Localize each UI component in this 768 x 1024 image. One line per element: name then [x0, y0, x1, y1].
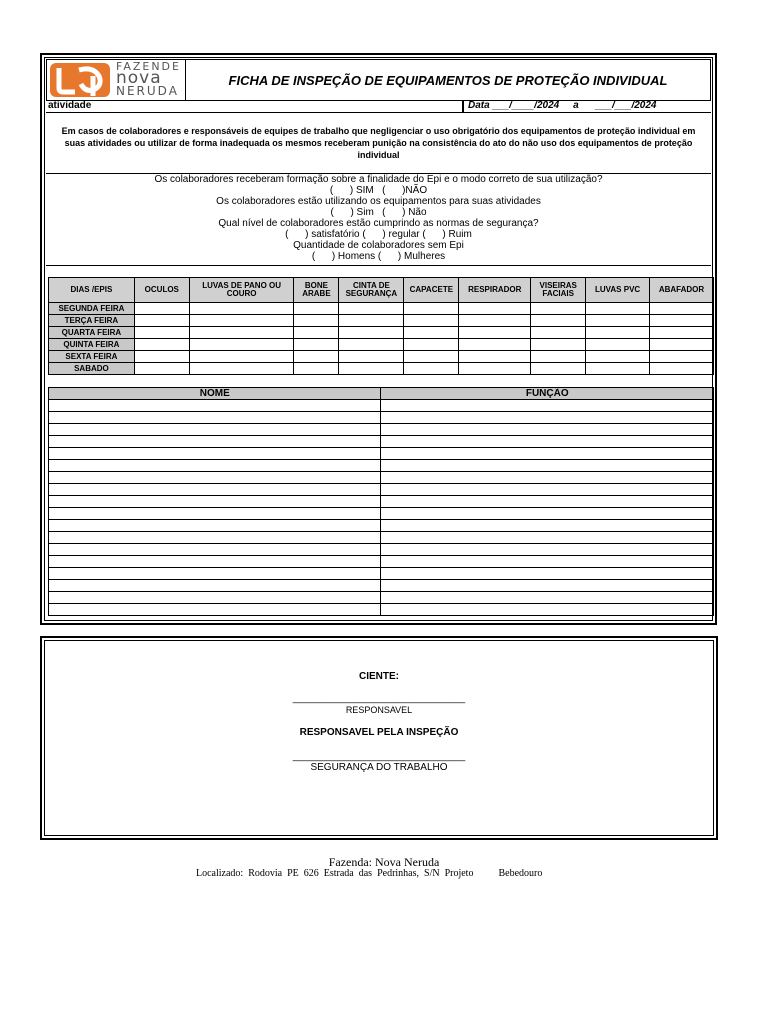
- epi-cell[interactable]: [531, 339, 586, 351]
- name-cell[interactable]: [49, 460, 381, 472]
- name-cell[interactable]: [49, 604, 381, 616]
- question-training: Os colaboradores receberam formação sobre a finalidade do Epi e o modo correto de sua utilização?: [154, 174, 603, 185]
- name-cell[interactable]: [49, 496, 381, 508]
- company-logo: [47, 60, 186, 100]
- activity-field[interactable]: atividade: [48, 100, 92, 111]
- function-cell[interactable]: [381, 424, 714, 436]
- answer-without-epi[interactable]: ( ) Homens ( ) Mulheres: [311, 251, 446, 262]
- name-cell[interactable]: [49, 568, 381, 580]
- function-cell[interactable]: [381, 436, 714, 448]
- col-header-funcao: FUNÇÃO: [381, 388, 714, 400]
- epi-cell[interactable]: [531, 363, 586, 375]
- name-cell[interactable]: [49, 508, 381, 520]
- date-range-field[interactable]: Data ___/____/2024 a ___/___/2024: [462, 101, 711, 112]
- table-row: [49, 532, 714, 544]
- epi-cell[interactable]: [134, 363, 189, 375]
- function-cell[interactable]: [381, 508, 714, 520]
- col-header: CINTA DE SEGURANÇA: [339, 278, 404, 303]
- seguranca-label: SEGURANÇA DO TRABALHO: [310, 762, 448, 773]
- epi-cell[interactable]: [339, 363, 404, 375]
- epi-cell[interactable]: [650, 303, 714, 315]
- day-label: TERÇA FEIRA: [49, 315, 135, 327]
- table-row: [49, 580, 714, 592]
- epi-cell[interactable]: [339, 315, 404, 327]
- epi-cell[interactable]: [404, 363, 459, 375]
- logo-mark-icon: [49, 62, 111, 98]
- epi-cell[interactable]: [134, 327, 189, 339]
- day-label: QUARTA FEIRA: [49, 327, 135, 339]
- name-cell[interactable]: [49, 412, 381, 424]
- name-cell[interactable]: [49, 484, 381, 496]
- epi-cell[interactable]: [650, 339, 714, 351]
- activity-row: [46, 101, 711, 113]
- table-row: [49, 508, 714, 520]
- name-cell[interactable]: [49, 544, 381, 556]
- function-cell[interactable]: [381, 496, 714, 508]
- table-row: [49, 424, 714, 436]
- epi-cell[interactable]: [189, 339, 294, 351]
- epi-cell[interactable]: [134, 339, 189, 351]
- table-row: [49, 568, 714, 580]
- form-title: FICHA DE INSPEÇÃO DE EQUIPAMENTOS DE PROTEÇÃO INDIVIDUAL: [228, 72, 668, 88]
- epi-cell[interactable]: [586, 339, 650, 351]
- function-cell[interactable]: [381, 580, 714, 592]
- name-cell[interactable]: [49, 592, 381, 604]
- function-cell[interactable]: [381, 568, 714, 580]
- epi-cell[interactable]: [404, 339, 459, 351]
- epi-row: [49, 351, 714, 363]
- table-row: [49, 436, 714, 448]
- day-label: SEXTA FEIRA: [49, 351, 135, 363]
- epi-cell[interactable]: [404, 351, 459, 363]
- col-header: CAPACETE: [404, 278, 459, 303]
- inspection-form: [40, 53, 717, 625]
- epi-cell[interactable]: [404, 327, 459, 339]
- epi-cell[interactable]: [459, 363, 531, 375]
- name-cell[interactable]: [49, 580, 381, 592]
- epi-cell[interactable]: [531, 303, 586, 315]
- table-row: [49, 400, 714, 412]
- table-row: [49, 484, 714, 496]
- epi-cell[interactable]: [294, 351, 339, 363]
- function-cell[interactable]: [381, 604, 714, 616]
- col-header: OCULOS: [134, 278, 189, 303]
- name-cell[interactable]: [49, 400, 381, 412]
- epi-cell[interactable]: [339, 339, 404, 351]
- epi-cell[interactable]: [650, 363, 714, 375]
- table-row: [49, 544, 714, 556]
- epi-cell[interactable]: [531, 327, 586, 339]
- epi-cell[interactable]: [339, 327, 404, 339]
- epi-cell[interactable]: [459, 303, 531, 315]
- epi-cell[interactable]: [459, 327, 531, 339]
- col-header: DIAS /EPIS: [49, 278, 135, 303]
- epi-cell[interactable]: [189, 363, 294, 375]
- epi-cell[interactable]: [189, 351, 294, 363]
- function-cell[interactable]: [381, 556, 714, 568]
- name-cell[interactable]: [49, 520, 381, 532]
- answer-training[interactable]: ( ) SIM ( )NÃO: [329, 185, 428, 196]
- epi-cell[interactable]: [586, 315, 650, 327]
- col-header-nome: NOME: [49, 388, 381, 400]
- function-cell[interactable]: [381, 592, 714, 604]
- seguranca-signature-line[interactable]: _______________________________: [292, 751, 466, 762]
- epi-cell[interactable]: [586, 327, 650, 339]
- epi-cell[interactable]: [650, 315, 714, 327]
- epi-cell[interactable]: [459, 339, 531, 351]
- table-row: [49, 412, 714, 424]
- table-row: [49, 496, 714, 508]
- question-without-epi: Quantidade de colaboradores sem Epi: [293, 240, 464, 251]
- responsavel-signature-line[interactable]: _______________________________: [292, 693, 466, 704]
- table-row: [49, 448, 714, 460]
- question-compliance: Qual nível de colaboradores estão cumprindo as normas de segurança?: [218, 218, 539, 229]
- epi-cell[interactable]: [189, 315, 294, 327]
- logo-top-text: FAZENDE: [116, 60, 181, 73]
- answer-usage[interactable]: ( ) Sim ( ) Não: [330, 207, 427, 218]
- epi-cell[interactable]: [650, 327, 714, 339]
- epi-cell[interactable]: [650, 351, 714, 363]
- logo-neruda-text: NERUDA: [116, 84, 179, 98]
- col-header: LUVAS DE PANO OU COURO: [189, 278, 294, 303]
- epi-cell[interactable]: [134, 351, 189, 363]
- table-row: [49, 460, 714, 472]
- epi-cell[interactable]: [134, 315, 189, 327]
- responsavel-label: RESPONSAVEL: [345, 705, 413, 715]
- name-cell[interactable]: [49, 556, 381, 568]
- col-header: VISEIRAS FACIAIS: [531, 278, 586, 303]
- function-cell[interactable]: [381, 460, 714, 472]
- names-table: [48, 387, 714, 616]
- epi-cell[interactable]: [404, 315, 459, 327]
- epi-cell[interactable]: [586, 363, 650, 375]
- table-row: [49, 556, 714, 568]
- function-cell[interactable]: [381, 472, 714, 484]
- epi-cell[interactable]: [586, 351, 650, 363]
- epi-cell[interactable]: [189, 303, 294, 315]
- epi-cell[interactable]: [189, 327, 294, 339]
- epi-cell[interactable]: [294, 363, 339, 375]
- epi-cell[interactable]: [459, 351, 531, 363]
- col-header: LUVAS PVC: [586, 278, 650, 303]
- epi-cell[interactable]: [294, 315, 339, 327]
- name-cell[interactable]: [49, 436, 381, 448]
- col-header: RESPIRADOR: [459, 278, 531, 303]
- epi-cell[interactable]: [134, 303, 189, 315]
- function-cell[interactable]: [381, 532, 714, 544]
- function-cell[interactable]: [381, 412, 714, 424]
- epi-cell[interactable]: [531, 315, 586, 327]
- day-label: QUINTA FEIRA: [49, 339, 135, 351]
- epi-row: [49, 315, 714, 327]
- function-cell[interactable]: [381, 484, 714, 496]
- day-label: SEGUNDA FEIRA: [49, 303, 135, 315]
- function-cell[interactable]: [381, 544, 714, 556]
- epi-cell[interactable]: [294, 339, 339, 351]
- ciente-label: CIENTE:: [359, 671, 399, 682]
- epi-body: [49, 303, 714, 375]
- epi-cell[interactable]: [294, 303, 339, 315]
- inspecao-label: RESPONSAVEL PELA INSPEÇÃO: [299, 727, 459, 738]
- epi-table: [48, 277, 714, 375]
- table-row: [49, 520, 714, 532]
- name-cell[interactable]: [49, 532, 381, 544]
- divider: [46, 265, 711, 266]
- names-body: [49, 400, 714, 616]
- function-cell[interactable]: [381, 448, 714, 460]
- epi-row: [49, 363, 714, 375]
- table-row: [49, 472, 714, 484]
- epi-row: [49, 339, 714, 351]
- epi-row: [49, 327, 714, 339]
- name-cell[interactable]: [49, 448, 381, 460]
- intro-paragraph: Em casos de colaboradores e responsáveis de equipes de trabalho que negligenciar o uso obrigatório dos equipamentos de proteção individual em suas atividades ou utilizar de forma inadequada os mesmos receberam punição na consistência do ato do não uso dos equipamentos de proteção individual: [61, 126, 696, 160]
- function-cell[interactable]: [381, 400, 714, 412]
- col-header: ABAFADOR: [650, 278, 714, 303]
- question-usage: Os colaboradores estão utilizando os equipamentos para suas atividades: [216, 196, 541, 207]
- form-header: [46, 59, 711, 101]
- answer-compliance[interactable]: ( ) satisfatório ( ) regular ( ) Ruim: [285, 229, 472, 240]
- epi-header-row: [49, 278, 714, 303]
- names-header-row: [49, 388, 714, 400]
- signature-box: [40, 636, 718, 840]
- logo-nova-text: nova: [116, 68, 162, 88]
- epi-cell[interactable]: [339, 351, 404, 363]
- epi-cell[interactable]: [531, 351, 586, 363]
- epi-cell[interactable]: [339, 303, 404, 315]
- epi-cell[interactable]: [459, 315, 531, 327]
- table-row: [49, 604, 714, 616]
- epi-cell[interactable]: [586, 303, 650, 315]
- footer-farm-name: Fazenda: Nova Neruda: [328, 855, 440, 869]
- function-cell[interactable]: [381, 520, 714, 532]
- table-row: [49, 592, 714, 604]
- name-cell[interactable]: [49, 424, 381, 436]
- day-label: SABADO: [49, 363, 135, 375]
- footer-address: Localizado: Rodovia PE 626 Estrada das Pedrinhas, S/N Projeto Bebedouro: [196, 868, 543, 879]
- name-cell[interactable]: [49, 472, 381, 484]
- epi-row: [49, 303, 714, 315]
- col-header: BONE ARABE: [294, 278, 339, 303]
- epi-cell[interactable]: [294, 327, 339, 339]
- epi-cell[interactable]: [404, 303, 459, 315]
